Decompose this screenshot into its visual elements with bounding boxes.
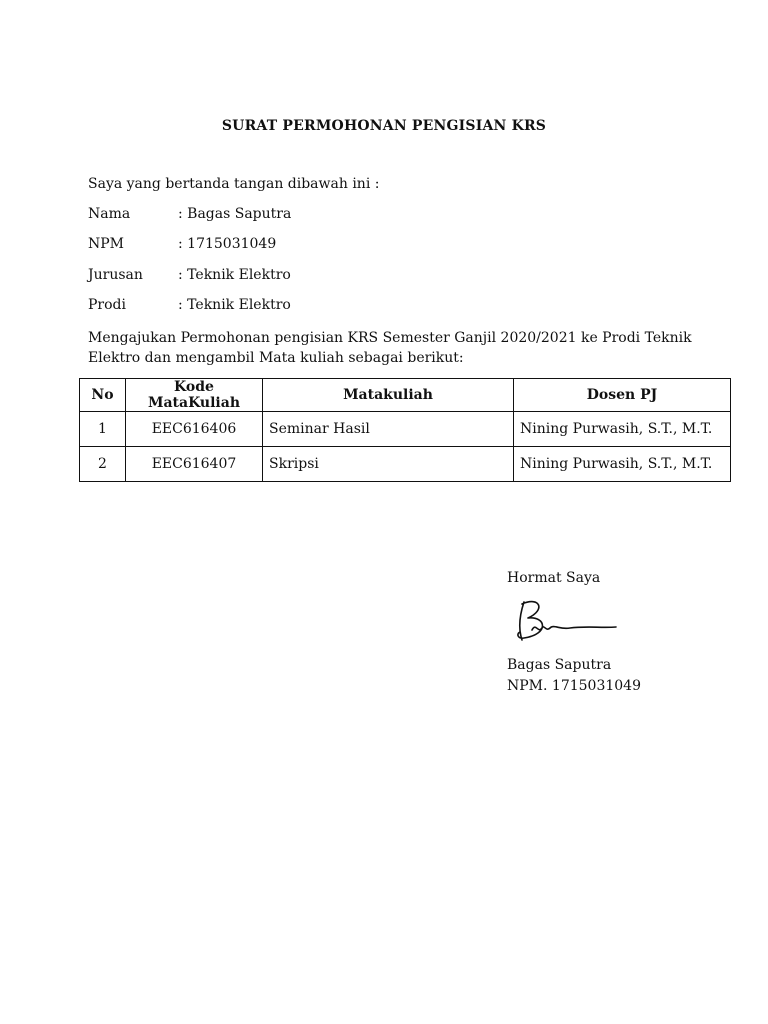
letter-title: SURAT PERMOHONAN PENGISIAN KRS bbox=[221, 118, 547, 134]
field-label: NPM bbox=[88, 236, 125, 252]
field-label: Prodi bbox=[88, 297, 126, 313]
field-label: Jurusan bbox=[88, 267, 143, 283]
request-text: Mengajukan Permohonan pengisian KRS Semester Ganjil 2020/2021 ke Prodi Teknik Elektro dan mengambil Mata kuliah sebagai berikut: bbox=[88, 330, 692, 366]
cell-dosen: Nining Purwasih, S.T., M.T. bbox=[514, 447, 731, 482]
table-row bbox=[80, 412, 731, 447]
signature-image bbox=[510, 594, 620, 650]
header-kode: Kode MataKuliah bbox=[126, 379, 263, 412]
field-value: : Bagas Saputra bbox=[178, 206, 292, 222]
header-no: No bbox=[80, 379, 126, 412]
cell-matakuliah: Skripsi bbox=[263, 447, 514, 482]
cell-matakuliah: Seminar Hasil bbox=[263, 412, 514, 447]
cell-dosen: Nining Purwasih, S.T., M.T. bbox=[514, 412, 731, 447]
signer-npm: NPM. 1715031049 bbox=[507, 678, 641, 694]
closing-greeting: Hormat Saya bbox=[507, 570, 601, 586]
intro-text: Saya yang bertanda tangan dibawah ini : bbox=[88, 176, 380, 192]
table-row bbox=[80, 447, 731, 482]
course-table bbox=[79, 378, 731, 482]
field-value: : Teknik Elektro bbox=[178, 297, 291, 313]
header-dosen: Dosen PJ bbox=[514, 379, 731, 412]
header-matakuliah: Matakuliah bbox=[263, 379, 514, 412]
cell-no: 1 bbox=[80, 412, 126, 447]
signer-name: Bagas Saputra bbox=[507, 657, 612, 673]
cell-kode: EEC616406 bbox=[126, 412, 263, 447]
table-header-row bbox=[80, 379, 731, 412]
field-value: : 1715031049 bbox=[178, 236, 277, 252]
cell-no: 2 bbox=[80, 447, 126, 482]
field-value: : Teknik Elektro bbox=[178, 267, 291, 283]
field-label: Nama bbox=[88, 206, 131, 222]
cell-kode: EEC616407 bbox=[126, 447, 263, 482]
